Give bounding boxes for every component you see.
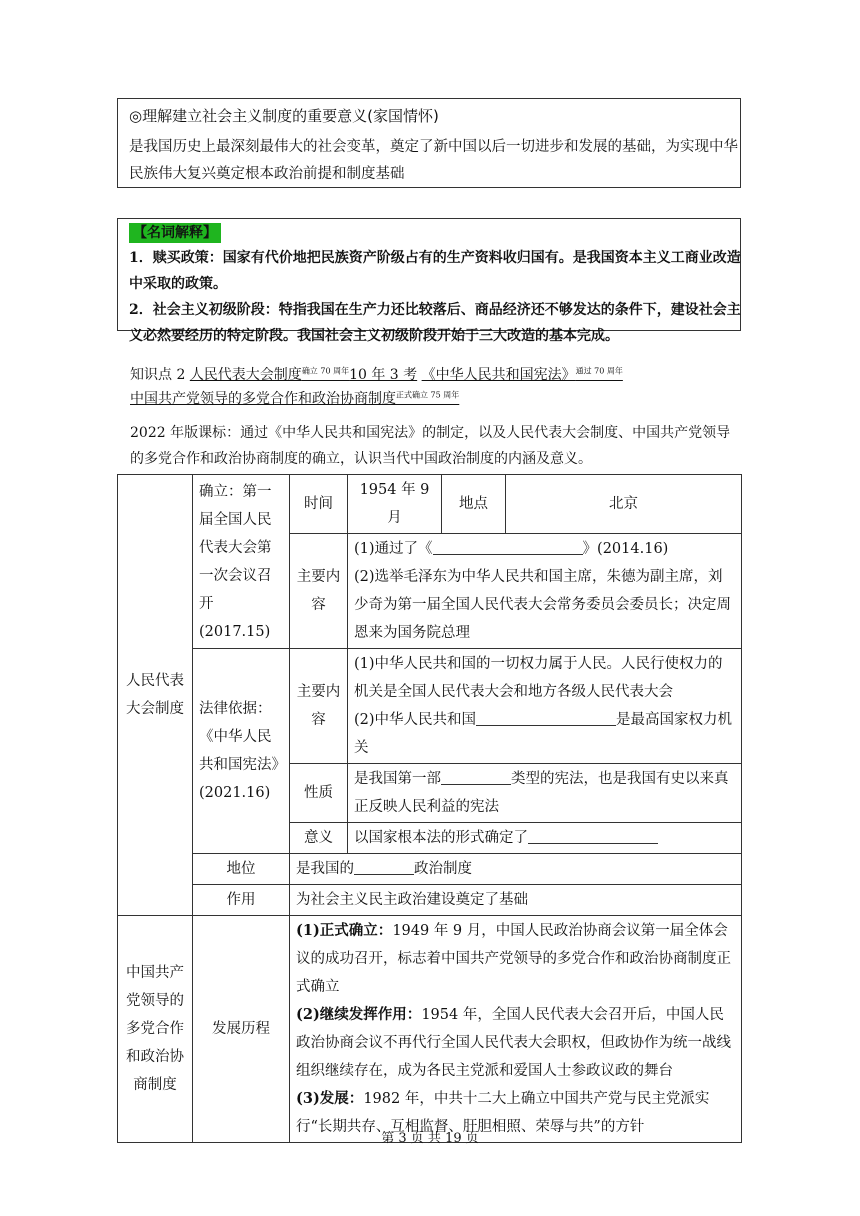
glossary-item-1 [129, 245, 741, 297]
development-label: 发展历程 [193, 916, 290, 1143]
kp-topic-1: 人民代表大会制度$^{确立 70 周年}$ [189, 366, 350, 383]
significance-text: 是我国历史上最深刻最伟大的社会变革，奠定了新中国以后一切进步和发展的基础，为实现中华民族伟大复兴奠定根本政治前提和制度基础 [129, 139, 738, 182]
fill-blank[interactable] [433, 538, 583, 555]
dev-item-1: (1)正式确立：1949 年 9 月，中国人民政治协商会议第一届全体会议的成功召开，标志着中国共产党领导的多党合作和政治协商制度正式确立 [296, 922, 731, 995]
curriculum-standard: 2022 年版课标：通过《中华人民共和国宪法》的制定，以及人民代表大会制度、中国共产党领导的多党合作和政治协商制度的确立，认识当代中国政治制度的内涵及意义。 [130, 425, 731, 467]
glossary-item-2 [129, 297, 741, 349]
fill-blank[interactable] [476, 709, 616, 726]
kp-label: 知识点 2 [130, 367, 186, 383]
time-value: 1954 年 9 月 [348, 475, 442, 534]
page-footer: 第 3 页 共 19 页 [381, 1131, 479, 1146]
fill-blank[interactable] [354, 858, 414, 875]
place-value: 北京 [506, 475, 742, 534]
significance-title: ◎理解建立社会主义制度的重要意义(家国情怀) [129, 107, 439, 125]
cppcc-label: 中国共产党领导的多党合作和政治协商制度 [118, 916, 193, 1143]
status-value: 是我国的 政治制度 [290, 854, 742, 885]
status-label: 地位 [193, 854, 290, 885]
glossary-term: 2．社会主义初级阶段： [129, 302, 279, 318]
kp-exam-count: 10 年 3 考 [349, 367, 418, 383]
legal-basis-label: 法律依据：《中华人民共和国宪法》(2021.16) [193, 649, 290, 854]
glossary-definition: 国家有代价地把民族资产阶级占有的生产资料收归国有。是我国资本主义工商业改造中采取的政策。 [129, 250, 741, 292]
main-content-label-2: 主要内容 [290, 649, 348, 764]
glossary-definition: 特指我国在生产力还比较落后、商品经济还不够发达的条件下，建设社会主义必然要经历的特定阶段。我国社会主义初级阶段开始于三大改造的基本完成。 [129, 302, 741, 344]
glossary-box [117, 218, 741, 344]
role-value: 为社会主义民主政治建设奠定了基础 [290, 885, 742, 916]
dev-item-3: (3)发展：1982 年，中共十二大上确立中国共产党与民主党派实行“长期共存、互相监督、肝胆相照、荣辱与共”的方针 [296, 1090, 710, 1135]
significance-box [117, 98, 741, 188]
nature-label: 性质 [290, 764, 348, 823]
time-label: 时间 [290, 475, 348, 534]
place-label: 地点 [442, 475, 506, 534]
glossary-tag: 【名词解释】 [129, 223, 221, 243]
dev-item-2: (2)继续发挥作用：1954 年，全国人民代表大会召开后，中国人民政治协商会议不再代行全国人民代表大会职权，但政协作为统一战线组织继续存在，成为各民主党派和爱国人士参政议政的舞台 [296, 1006, 731, 1079]
nature-value: 是我国第一部 类型的宪法，也是我国有史以来真正反映人民利益的宪法 [348, 764, 742, 823]
fill-blank[interactable] [528, 827, 658, 844]
main-content-1: (1)通过了《 》(2014.16) (2)选举毛泽东为中华人民共和国主席，朱德为副主席，刘少奇为第一届全国人民代表大会常务委员会委员长；决定周恩来为国务院总理 [348, 534, 742, 649]
main-content-2: (1)中华人民共和国的一切权力属于人民。人民行使权力的机关是全国人民代表大会和地方各级人民代表大会 (2)中华人民共和国 是最高国家权力机关 [348, 649, 742, 764]
main-content-label: 主要内容 [290, 534, 348, 649]
kp-topic-2: 《中华人民共和国宪法》$^{通过 70 周年}$ [421, 366, 623, 383]
glossary-text [129, 245, 741, 349]
role-label: 作用 [193, 885, 290, 916]
meaning-value: 以国家根本法的形式确定了 [348, 823, 742, 854]
development-content [290, 916, 742, 1143]
fill-blank[interactable] [441, 768, 511, 785]
kp-topic-3: 中国共产党领导的多党合作和政治协商制度$^{正式确立 75 周年}$ [130, 390, 460, 407]
establish-label: 确立：第一届全国人民代表大会第一次会议召开(2017.15) [193, 475, 290, 649]
knowledge-point-heading [130, 364, 623, 408]
glossary-term: 1．赎买政策： [129, 250, 223, 266]
npc-label: 人民代表大会制度 [118, 475, 193, 916]
meaning-label: 意义 [290, 823, 348, 854]
knowledge-table [117, 474, 742, 1143]
